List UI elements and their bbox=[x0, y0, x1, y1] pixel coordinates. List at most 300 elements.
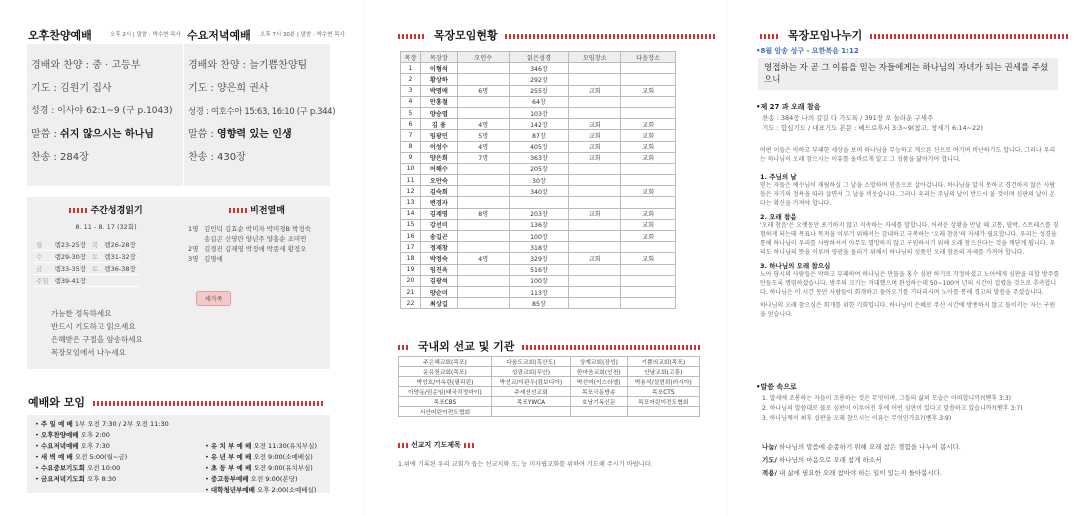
table-cell: 5 bbox=[401, 107, 421, 118]
svc2-sermon bbox=[188, 123, 330, 146]
lesson-line: 찬송 : 384장 나의 갈길 다 가도록 / 391장 오 놀라운 구세주 bbox=[762, 114, 934, 122]
conclusion-title: •말씀 속으로 bbox=[756, 383, 797, 391]
table-cell bbox=[509, 197, 569, 208]
table-cell: 136장 bbox=[509, 219, 569, 230]
table-cell: 교회 bbox=[621, 208, 676, 219]
point-heading: 2. 오래 참음 bbox=[760, 213, 797, 221]
table-cell: 교회 bbox=[569, 152, 621, 163]
names: 송길곤 신영란 양년주 양홍순 조미연 bbox=[204, 235, 307, 243]
table-cell: 교회 bbox=[569, 119, 621, 130]
table-cell bbox=[569, 197, 621, 208]
item-time: 1부 오전 7:30 / 2부 오전 11:30 bbox=[74, 420, 169, 428]
prayer-title-row bbox=[398, 440, 476, 450]
group-status-title: 목장모임현황 bbox=[433, 29, 498, 42]
table-row bbox=[401, 141, 676, 152]
count: 1명 bbox=[188, 225, 199, 233]
table-cell: 강선미 bbox=[420, 219, 457, 230]
list-item: • 새 벽 예 배 오전 5:00(월~금) bbox=[35, 453, 128, 461]
table-cell bbox=[457, 163, 509, 174]
table-row bbox=[401, 286, 676, 297]
reading-title-row bbox=[27, 203, 185, 216]
table-row bbox=[401, 264, 676, 275]
group-table-body bbox=[401, 63, 676, 309]
table-cell: 8명 bbox=[457, 208, 509, 219]
reading-title: 주간성경읽기 bbox=[90, 206, 143, 216]
table-cell: 교회 bbox=[621, 141, 676, 152]
closing-text: 하나님의 마음으로 오래 참게 하소서 bbox=[779, 456, 882, 464]
table-cell: 203장 bbox=[509, 208, 569, 219]
sharing-title-row bbox=[760, 27, 1070, 43]
table-row bbox=[401, 130, 676, 141]
table-cell: 8 bbox=[401, 141, 421, 152]
reading-period: 8. 11 - 8. 17 (32회) bbox=[75, 223, 137, 231]
table-cell: 오만숙 bbox=[420, 175, 457, 186]
table-cell bbox=[621, 163, 676, 174]
table-cell bbox=[457, 175, 509, 186]
vision-title-row bbox=[184, 203, 330, 216]
svc1-title: 오후찬양예배 bbox=[28, 27, 92, 46]
svc2-line: 성경 : 여호수아 15:63, 16:10 (구 p.344) bbox=[188, 106, 336, 116]
table-cell bbox=[457, 74, 509, 85]
prayer-title: 선교지 기도제목 bbox=[411, 441, 461, 449]
table-cell: 김광석 bbox=[420, 275, 457, 286]
table-cell bbox=[569, 286, 621, 297]
table-row bbox=[399, 407, 700, 417]
table-row bbox=[401, 96, 676, 107]
list-item: • 초 등 부 예 배 오전 9:00(유치부실) bbox=[205, 464, 313, 472]
table-cell: 10 bbox=[401, 163, 421, 174]
table-cell bbox=[621, 107, 676, 118]
question-list bbox=[762, 394, 1062, 424]
point-heading: 3. 하나님의 오래 참으심 bbox=[760, 262, 831, 270]
list-item: • 유 치 부 예 배 오전 11:30(유치부실) bbox=[205, 442, 317, 450]
stripe-decoration bbox=[522, 345, 702, 350]
table-cell: 9 bbox=[401, 152, 421, 163]
table-cell: 3 bbox=[401, 85, 421, 96]
column-header: 목장장 bbox=[420, 52, 457, 63]
table-cell bbox=[621, 74, 676, 85]
table-cell: 20 bbox=[401, 275, 421, 286]
table-cell: 교회 bbox=[569, 85, 621, 96]
table-row bbox=[401, 107, 676, 118]
svc1-line: 성경 : 이사야 62:1~9 (구 p.1043) bbox=[31, 106, 173, 116]
table-row bbox=[401, 63, 676, 74]
table-cell: 1 bbox=[401, 63, 421, 74]
table-cell bbox=[569, 186, 621, 197]
table-row bbox=[33, 275, 139, 287]
panel-middle bbox=[364, 0, 727, 516]
sermon-title: 영향력 있는 인생 bbox=[217, 129, 292, 140]
table-cell: 18 bbox=[401, 253, 421, 264]
table-cell bbox=[457, 186, 509, 197]
table-cell: 6 bbox=[401, 119, 421, 130]
worship-columns bbox=[35, 419, 322, 496]
table-row bbox=[33, 239, 139, 251]
column-header: 목장 bbox=[401, 52, 421, 63]
table-cell bbox=[569, 264, 621, 275]
table-cell bbox=[621, 197, 676, 208]
sermon-title: 쉬지 않으시는 하나님 bbox=[60, 129, 154, 140]
item-name: 수요저녁예배 bbox=[40, 442, 79, 450]
point-text: '오래 참음'은 오랫동안 포기하지 않고 지속하는 자세를 말합니다. 어려운 상황을 만날 때 고통, 핍박, 스트레스를 경험하게 되는데 목표나 목적을 이루기 위해서는 감내하고 극복하는 '오래 참음'의 자세가 필요합니다. 우리는 성경을 통해 하나님이 우리를 사랑하셔서 아무도 멸망하지 않고 구원하시기 위해 오래 참으신다는 것을 깨닫게 됩니다. 우리도 하나님의 뜻을 이루며 영광을 돌리기 위해서 하나님의 성품인 오래 참음의 자세를 가져야 합니다. bbox=[760, 222, 1059, 256]
table-cell bbox=[457, 219, 509, 230]
table-cell: 100장 bbox=[509, 231, 569, 242]
table-cell: 최상길 bbox=[420, 298, 457, 309]
table-cell bbox=[569, 107, 621, 118]
table-cell: 22 bbox=[401, 298, 421, 309]
item-name: 초 등 부 예 배 bbox=[210, 464, 252, 472]
memory-verse-text: 영접하는 자 곧 그 이름을 믿는 자들에게는 하나님의 자녀가 되는 권세를 주셨으니 bbox=[758, 58, 1058, 90]
point-text: 노아 당시의 사람들은 악하고 부패하여 하나님은 만물을 홍수 심판 하기로 작정하셨고 노아에게 심판을 피할 방주를 만들도록 명령하셨습니다. 방주의 크기는 거대했으며 완성하는데 50~100여 년의 시간이 걸렸을 것으로 추측합니다. 하나님은 이 시간 동안 사람들이 회개하고 돌아오기를 기다리시며 노아를 통해 경고의 말씀을 주셨습니다. bbox=[760, 271, 1060, 296]
chapters: 렘33-35장 bbox=[52, 263, 89, 275]
table-row bbox=[401, 163, 676, 174]
table-cell: 이성수 bbox=[420, 141, 457, 152]
list-item: • 오후찬양예배 오후 2:00 bbox=[35, 431, 110, 439]
svc1-line: 기도 : 김원기 집사 bbox=[31, 83, 112, 94]
table-header-row bbox=[401, 52, 676, 63]
table-row bbox=[401, 242, 676, 253]
list-item: • 유 년 부 예 배 오전 9:00(소예배실) bbox=[205, 453, 313, 461]
worship-left-column bbox=[35, 419, 205, 496]
question: 1. 말세에 조롱하는 자들이 조롱하는 것은 무엇이며, 그들의 삶의 모습은 어떠합니까?(벧후 3:3) bbox=[762, 395, 1011, 402]
table-cell: 11 bbox=[401, 175, 421, 186]
table-cell: 318장 bbox=[509, 242, 569, 253]
table-cell: 안날교회(고흥) bbox=[627, 367, 699, 377]
list-item: • 수요중보기도회 오전 10:00 bbox=[35, 464, 121, 472]
table-cell: 103장 bbox=[509, 107, 569, 118]
sermon-label: 말씀 : bbox=[31, 129, 61, 140]
table-row bbox=[399, 397, 700, 407]
svc2-line: 경배와 찬양 : 늘기쁨찬양팀 bbox=[188, 60, 308, 71]
vision-fruit-box bbox=[184, 197, 330, 369]
table-row bbox=[401, 253, 676, 264]
table-cell: 교회 bbox=[569, 130, 621, 141]
list-item bbox=[188, 234, 330, 244]
day: 수 bbox=[33, 251, 52, 263]
question: 2. 하나님의 말씀대로 물로 심판이 이루어진 후에 어떤 심판이 있다고 말씀하고 있습니까?(벧후 3:7) bbox=[762, 405, 1023, 412]
table-cell: 운유천교회(목포) bbox=[399, 367, 492, 377]
table-row bbox=[401, 175, 676, 186]
table-cell: 4명 bbox=[457, 119, 509, 130]
table-cell: 6명 bbox=[457, 85, 509, 96]
table-cell: 호남기독신문 bbox=[571, 397, 628, 407]
table-cell: 340장 bbox=[509, 186, 569, 197]
sermon-label: 말씀 : bbox=[188, 129, 218, 140]
day: 주일 bbox=[33, 275, 52, 287]
chapters: 렘31-32장 bbox=[101, 251, 138, 263]
lesson-info bbox=[762, 113, 1062, 133]
list-item: • 대학청년부예배 오후 2:00(소예배실) bbox=[205, 486, 317, 494]
stripe-decoration bbox=[93, 401, 325, 406]
table-cell bbox=[569, 298, 621, 309]
table-cell: 박선교/이판우(캄보디아) bbox=[491, 377, 570, 387]
stripe-decoration bbox=[229, 208, 247, 213]
table-cell: 양승엽 bbox=[420, 107, 457, 118]
table-cell bbox=[457, 286, 509, 297]
reading-table bbox=[33, 239, 139, 287]
column-header: 다음장소 bbox=[621, 52, 676, 63]
service-box-wednesday bbox=[184, 44, 336, 186]
table-cell: 255장 bbox=[509, 85, 569, 96]
table-cell bbox=[457, 264, 509, 275]
guideline: 반드시 기도하고 읽으세요 bbox=[51, 322, 136, 331]
worship-right-column bbox=[205, 419, 317, 496]
table-cell: 5명 bbox=[457, 130, 509, 141]
worship-title: 예배와 모임 bbox=[28, 396, 85, 409]
item-name: 유 치 부 예 배 bbox=[210, 442, 252, 450]
table-cell: 박용석/설현희(러시아) bbox=[627, 377, 699, 387]
table-row bbox=[401, 74, 676, 85]
table-cell: 어해수 bbox=[420, 163, 457, 174]
table-cell: 19 bbox=[401, 264, 421, 275]
stripe-decoration bbox=[398, 443, 408, 448]
table-cell: 다움도교회(흑산도) bbox=[491, 357, 570, 367]
table-cell: 김숙희 bbox=[420, 186, 457, 197]
question: 3. 하나님께서 최후 심판을 오래 참으시는 이유는 무엇인가요?(벧후 3:9) bbox=[762, 415, 952, 422]
table-cell: 주세선선교회 bbox=[491, 387, 570, 397]
missions-table-body bbox=[399, 357, 700, 417]
list-item bbox=[762, 454, 1062, 467]
table-row bbox=[401, 85, 676, 96]
table-cell bbox=[457, 231, 509, 242]
guideline: 가능한 정독하세요 bbox=[51, 309, 112, 318]
list-item bbox=[188, 224, 330, 234]
table-cell: 목포YWCA bbox=[491, 397, 570, 407]
svc2-title: 수요저녁예배 bbox=[187, 27, 251, 46]
guideline: 은혜받은 구절을 암송하세요 bbox=[51, 335, 143, 344]
table-cell: 이형석 bbox=[420, 63, 457, 74]
table-cell bbox=[621, 286, 676, 297]
table-cell: 양은희 bbox=[420, 152, 457, 163]
table-cell: 516장 bbox=[509, 264, 569, 275]
table-row bbox=[401, 219, 676, 230]
table-cell bbox=[621, 242, 676, 253]
item-name: 금요저녁기도회 bbox=[40, 475, 85, 483]
table-cell: 16 bbox=[401, 231, 421, 242]
table-cell: 한마음교회(인천) bbox=[571, 367, 628, 377]
table-cell: 30장 bbox=[509, 175, 569, 186]
stripe-decoration bbox=[69, 208, 87, 213]
table-cell: 21 bbox=[401, 286, 421, 297]
table-row bbox=[401, 119, 676, 130]
group-title-row bbox=[398, 27, 715, 43]
chapters: 렘23-25장 bbox=[52, 239, 89, 251]
table-row bbox=[399, 377, 700, 387]
table-cell: 양순미 bbox=[420, 286, 457, 297]
table-cell bbox=[457, 242, 509, 253]
item-name: 수요중보기도회 bbox=[40, 464, 85, 472]
item-time: 오후 8:30 bbox=[86, 475, 117, 483]
table-cell bbox=[569, 74, 621, 85]
closing-label: 기도/ bbox=[762, 456, 777, 464]
column-header: 모인수 bbox=[457, 52, 509, 63]
worship-title-row bbox=[28, 394, 325, 410]
closing-label: 적용/ bbox=[762, 469, 777, 477]
table-cell: 황상하 bbox=[420, 74, 457, 85]
table-row bbox=[33, 251, 139, 263]
table-cell: 12 bbox=[401, 186, 421, 197]
guideline: 목장모임에서 나누세요 bbox=[51, 348, 126, 357]
item-time: 오후 2:00 bbox=[80, 431, 110, 439]
item-time: 오후 2:00(소예배실) bbox=[256, 486, 317, 494]
count: 3명 bbox=[188, 255, 199, 263]
table-cell: 교회 bbox=[621, 231, 676, 242]
chapters: 렘26-28장 bbox=[101, 239, 138, 251]
missions-title: 국내외 선교 및 기관 bbox=[417, 340, 515, 353]
table-row bbox=[401, 152, 676, 163]
table-row bbox=[399, 387, 700, 397]
names: 김민덕 김효순 박미자 박미경B 박정숙 bbox=[204, 225, 311, 233]
point-heading: 1. 주님의 날 bbox=[760, 173, 797, 181]
table-cell bbox=[491, 407, 570, 417]
closing-text: 하나님의 말씀에 순종하기 위해 오래 참은 경험을 나누어 봅시다. bbox=[779, 443, 961, 451]
closing-list bbox=[762, 441, 1062, 480]
table-cell: 목포CBS bbox=[399, 397, 492, 407]
table-row bbox=[401, 298, 676, 309]
table-cell bbox=[569, 63, 621, 74]
table-cell: 329장 bbox=[509, 253, 569, 264]
table-cell: 교회 bbox=[569, 208, 621, 219]
table-cell: 박정숙 bbox=[420, 253, 457, 264]
table-cell: 송길곤 bbox=[420, 231, 457, 242]
chapters: 렘36-38장 bbox=[101, 263, 138, 275]
item-name: 대학청년부예배 bbox=[210, 486, 255, 494]
day: 목 bbox=[89, 239, 101, 251]
table-cell: 교회 bbox=[621, 219, 676, 230]
memory-verse-label: •8월 암송 성구 - 요한복음 1:12 bbox=[756, 47, 859, 55]
prayer-text: 1.위에 기록된 우리 교회가 돕는 선교지와 도, 능 미자립교회를 위하여 기도해 주시기 바랍니다. bbox=[398, 461, 653, 468]
table-cell: 교회 bbox=[621, 186, 676, 197]
missions-table bbox=[398, 356, 700, 417]
table-cell: 교회 bbox=[569, 253, 621, 264]
table-cell: 김재영 bbox=[420, 208, 457, 219]
table-row bbox=[401, 275, 676, 286]
table-cell: 교회 bbox=[621, 130, 676, 141]
table-cell: 363장 bbox=[509, 152, 569, 163]
item-time: 오전 9:00(본당) bbox=[250, 475, 298, 483]
table-cell: 임광민 bbox=[420, 130, 457, 141]
table-cell bbox=[457, 96, 509, 107]
worship-schedule bbox=[27, 415, 330, 493]
table-cell bbox=[569, 242, 621, 253]
table-cell: 교회 bbox=[621, 85, 676, 96]
table-cell: 교회 bbox=[621, 253, 676, 264]
table-cell bbox=[621, 264, 676, 275]
point-text: 믿는 자들은 예수님이 재림하실 그 날을 소망하며 믿음으로 살아갑니다. 하나님을 알지 못하고 경건하지 않은 사람들은 자기의 정욕을 따라 살면서 그 날을 비웃습니다. 그러나 우리는 주님의 날이 반드시 올 것이며 심판의 날이 온다는 확신을 가져야 합니다. bbox=[760, 182, 1056, 207]
table-cell: 변경자 bbox=[420, 197, 457, 208]
table-cell: 205장 bbox=[509, 163, 569, 174]
svc1-hymn: 찬송 : 284장 bbox=[31, 152, 89, 163]
table-cell bbox=[457, 298, 509, 309]
table-cell: 교회 bbox=[621, 119, 676, 130]
list-item bbox=[762, 467, 1062, 480]
table-cell bbox=[457, 275, 509, 286]
reading-guidelines bbox=[51, 307, 185, 359]
chapters: 렘29-30장 bbox=[52, 251, 89, 263]
day: 토 bbox=[89, 251, 101, 263]
table-cell: 346장 bbox=[509, 63, 569, 74]
table-cell: 2 bbox=[401, 74, 421, 85]
list-item: • 수요저녁예배 오후 7:30 bbox=[35, 442, 110, 450]
stripe-decoration bbox=[464, 443, 476, 448]
list-item bbox=[762, 441, 1062, 454]
table-cell: 4 bbox=[401, 96, 421, 107]
list-item bbox=[188, 254, 330, 264]
item-time: 오후 7:30 bbox=[80, 442, 110, 450]
day: 금 bbox=[33, 263, 52, 275]
stripe-decoration bbox=[760, 34, 780, 39]
point-text: 하나님의 오래 참으심은 회개를 위한 기회입니다. 하나님이 은혜로 주신 시간에 방종하지 않고 돌이키는 자는 구원을 얻습니다. bbox=[760, 302, 1056, 318]
table-cell bbox=[627, 407, 699, 417]
table-cell bbox=[571, 407, 628, 417]
table-cell: 성광교회(무안) bbox=[491, 367, 570, 377]
day: 토 bbox=[89, 263, 101, 275]
column-header: 모임장소 bbox=[569, 52, 621, 63]
lesson-title: •제 27 과 오래 참음 bbox=[756, 103, 821, 111]
table-cell: 안홍철 bbox=[420, 96, 457, 107]
svc1-sermon bbox=[31, 123, 183, 146]
day: 월 bbox=[33, 239, 52, 251]
table-cell: 4명 bbox=[457, 253, 509, 264]
item-time: 오전 9:00(유치부실) bbox=[253, 464, 313, 472]
sharing-title: 목장모임나누기 bbox=[787, 29, 863, 42]
table-cell: 박명애 bbox=[420, 85, 457, 96]
table-cell: 85장 bbox=[509, 298, 569, 309]
list-item: • 중고등부예배 오전 9:00(본당) bbox=[205, 475, 298, 483]
table-cell: 64장 bbox=[509, 96, 569, 107]
panel-left bbox=[0, 0, 363, 516]
svc2-line: 기도 : 양은희 권사 bbox=[188, 83, 269, 94]
table-cell: 405장 bbox=[509, 141, 569, 152]
table-cell: 15 bbox=[401, 219, 421, 230]
closing-text: 내 삶에 필요한 오래 참아야 하는 일이 있는지 돌아봅시다. bbox=[779, 469, 943, 477]
table-cell: 교회 bbox=[569, 141, 621, 152]
stripe-decoration bbox=[398, 34, 426, 39]
bible-reading-box bbox=[27, 197, 185, 369]
table-cell bbox=[569, 175, 621, 186]
table-cell: 박성호/이옥란(필리핀) bbox=[399, 377, 492, 387]
panel-right bbox=[728, 0, 1091, 516]
missions-title-row bbox=[398, 338, 702, 354]
list-item bbox=[188, 244, 330, 254]
table-cell: 정재창 bbox=[420, 242, 457, 253]
lesson-intro: 어떤 이들은 악하고 부패한 세상을 보며 하나님을 무능하고 게으른 신으로 여기며 비난하기도 합니다. 그러나 우리는 하나님이 오래 참으시는 이유를 올바르게 알고 그 성품을 닮아가야 합니다. bbox=[760, 147, 1056, 163]
item-time: 오전 9:00(소예배실) bbox=[253, 453, 313, 461]
service-box-afternoon bbox=[27, 44, 183, 186]
table-cell: 서산어린이전도협회 bbox=[399, 407, 492, 417]
item-time: 오전 5:00(월~금) bbox=[74, 453, 128, 461]
table-cell: 교회 bbox=[621, 152, 676, 163]
table-cell: 113장 bbox=[509, 286, 569, 297]
lesson-line: 기도 : 합심기도 / 대표기도 본문 : 베드로후서 3:3~9(참고, 창세기 6:14~22) bbox=[762, 124, 983, 132]
table-row bbox=[399, 357, 700, 367]
list-item: • 주 일 예 배 1부 오전 7:30 / 2부 오전 11:30 bbox=[35, 420, 169, 428]
stripe-decoration bbox=[870, 34, 1070, 39]
table-cell: 목포어린이전도협회 bbox=[627, 397, 699, 407]
table-cell: 4명 bbox=[457, 141, 509, 152]
table-row bbox=[33, 263, 139, 275]
item-name: 주 일 예 배 bbox=[40, 420, 73, 428]
table-cell: 13 bbox=[401, 197, 421, 208]
table-cell bbox=[569, 163, 621, 174]
column-header: 읽은성경 bbox=[509, 52, 569, 63]
table-cell bbox=[621, 63, 676, 74]
table-cell: 기쁨의교회(목포) bbox=[627, 357, 699, 367]
table-cell: 박선미(이스라엘) bbox=[571, 377, 628, 387]
table-cell: 상계교회(장성) bbox=[571, 357, 628, 367]
lesson-points bbox=[760, 172, 1060, 319]
new-family-tag: 새가족 bbox=[196, 291, 231, 306]
